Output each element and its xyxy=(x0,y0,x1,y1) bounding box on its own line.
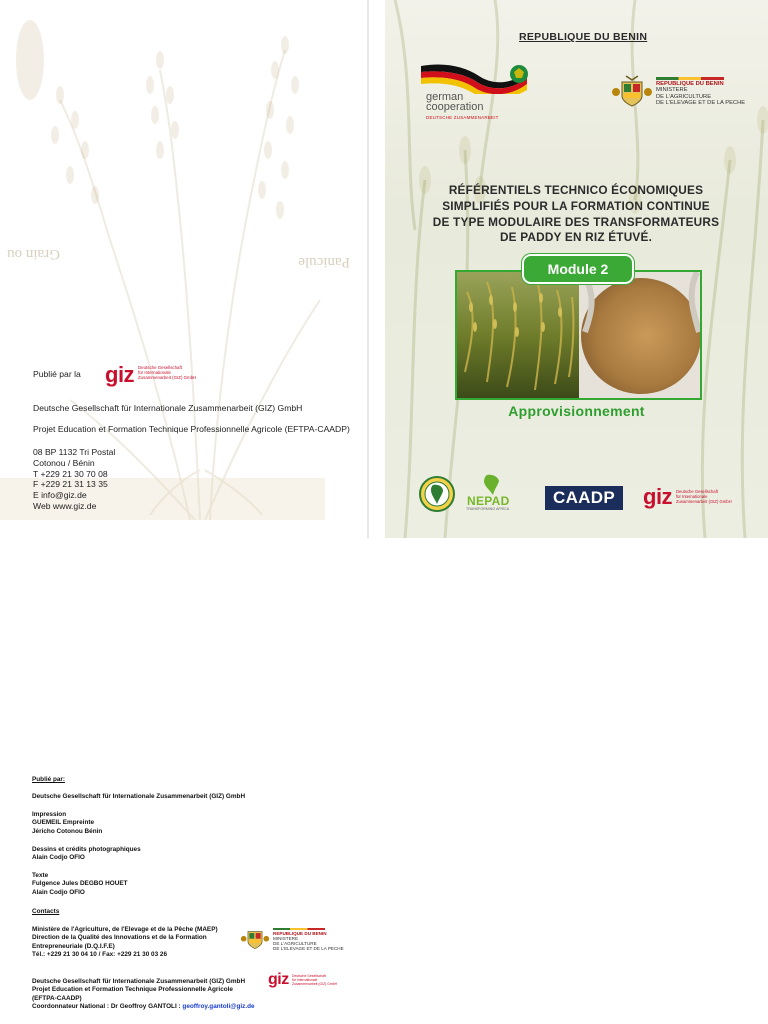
imprint-giz-contact: Deutsche Gesellschaft für Internationale Zusammenarbeit (GIZ) GmbH Projet Education et Formation Technique Professionnelle Agricole (EFTPA-CAADP) Coordonnateur National : Dr Geoffroy GANTOLI : geoffroy.gantoli@giz.de xyxy=(32,978,255,1010)
imprint-drawings: Dessins et crédits photographiques Alain Codjo OFIO xyxy=(32,846,141,862)
imprint-printing: Impression GUEMEIL Empreinte Jéricho Cotonou Bénin xyxy=(32,811,103,835)
benin-flag-bar xyxy=(273,928,325,930)
module-badge: Module 2 xyxy=(522,254,634,284)
module-subtitle: Approvisionnement xyxy=(508,403,645,419)
project-name: Projet Education et Formation Technique Professionnelle Agricole (EFTPA-CAADP) xyxy=(33,424,350,434)
svg-text:Grain ou: Grain ou xyxy=(7,246,60,262)
ministry-block: REPUBLIQUE DU BENIN MINISTERE DE L'AGRICULTURE DE L'ELEVAGE ET DE LA PECHE xyxy=(656,77,745,107)
imprint-contacts-label: Contacts xyxy=(32,908,60,915)
coordinator-email-link[interactable]: geoffroy.gantoli@giz.de xyxy=(182,1002,255,1010)
country-header: REPUBLIQUE DU BENIN xyxy=(519,31,648,43)
imprint-authors: Texte Fulgence Jules DEGBO HOUET Alain Codjo OFIO xyxy=(32,872,128,896)
address-line: F +229 21 31 13 35 xyxy=(33,479,108,490)
published-by-label: Publié par la xyxy=(33,369,81,379)
address-line: 08 BP 1132 Tri Postal xyxy=(33,447,116,457)
address-line: T +229 21 30 70 08 xyxy=(33,468,108,479)
giz-logo: giz Deutsche Gesellschaft für Internationale Zusammenarbeit (GIZ) GmbH xyxy=(105,362,197,387)
address-line: E info@giz.de xyxy=(33,490,87,501)
document-title: RÉFÉRENTIELS TECHNICO ÉCONOMIQUES SIMPLIFIÉS POUR LA FORMATION CONTINUE DE TYPE MODULAIRE DES TRANSFORMATEURS DE PADDY EN RIZ ÉTUVÉ. xyxy=(432,183,720,245)
ministry-block: REPUBLIQUE DU BENIN MINISTERE DE L'AGRICULTURE DE L'ELEVAGE ET DE LA PECHE xyxy=(273,928,344,951)
african-union-logo xyxy=(417,475,457,518)
imprint-ministry-contact: Ministère de l'Agriculture, de l'Elevage et de la Pêche (MAEP) Direction de la Qualité des Innovations et de la Formation Entrepreneuriale (D.Q.I.F.E) Tél.: +229 21 30 04 10 / Fax: +229 21 30 03 26 xyxy=(32,926,218,958)
org-name: Deutsche Gesellschaft für Internationale Zusammenarbeit (GIZ) GmbH xyxy=(33,403,303,413)
address-line: Web www.giz.de xyxy=(33,500,97,511)
address-line: Cotonou / Bénin xyxy=(33,457,95,468)
cover-photo xyxy=(455,270,702,400)
benin-flag-bar xyxy=(656,77,724,80)
german-flag-swoosh-icon xyxy=(419,60,534,94)
german-cooperation-logo: german cooperation DEUTSCHE ZUSAMMENARBEIT xyxy=(419,60,534,122)
nepad-logo: NEPAD TRANSFORMING AFRICA xyxy=(460,474,520,512)
imprint-org: Deutsche Gesellschaft für Internationale Zusammenarbeit (GIZ) GmbH xyxy=(32,793,246,800)
benin-coat-of-arms-icon xyxy=(612,74,652,113)
svg-text:Panicule: Panicule xyxy=(298,254,350,270)
benin-coat-of-arms-icon xyxy=(240,926,270,955)
giz-logo: giz Deutsche Gesellschaft für Internationale Zusammenarbeit (GIZ) GmbH xyxy=(268,971,338,988)
imprint-published-label: Publié par: xyxy=(32,776,66,783)
caadp-logo: CAADP xyxy=(545,486,623,510)
contact-address xyxy=(33,447,115,512)
giz-logo: giz Deutsche Gesellschaft für Internationale Zusammenarbeit (GIZ) GmbH xyxy=(643,484,732,509)
africa-map-icon xyxy=(478,474,504,496)
